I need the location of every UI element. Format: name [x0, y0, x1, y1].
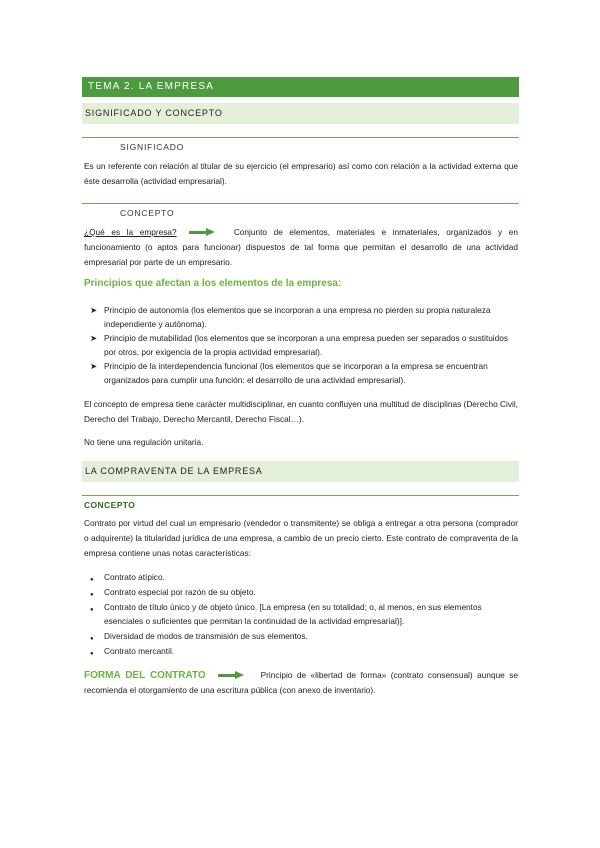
list-item: ➤ Principio de la interdependencia funcional (los elementos que se incorporan a la empresa se encuentran organizados para cumplir una función: el desarrollo de una actividad empresarial).: [90, 361, 488, 385]
list-item: ● Contrato especial por razón de su objeto.: [104, 585, 518, 599]
list-item: ➤ Principio de autonomía (los elementos que se incorporan a una empresa no pierden su propia naturaleza independiente y autónoma).: [90, 305, 491, 329]
forma-contrato-heading: FORMA DEL CONTRATO: [84, 670, 206, 681]
page-title: TEMA 2. LA EMPRESA: [88, 81, 215, 92]
forma-first-line: Principio de «libertad de forma» (contrato consensual) aunque se: [260, 670, 519, 680]
dot-bullet-icon: ●: [90, 592, 94, 598]
forma-contrato-paragraph: [84, 668, 518, 698]
list-item: ● Contrato mercantil.: [104, 644, 518, 658]
section-title: SIGNIFICADO Y CONCEPTO: [85, 108, 223, 118]
dot-bullet-icon: ●: [90, 577, 94, 583]
concepto-continuation: funcionamiento (o aptos para funcionar) dispuestos de tal forma que permitan el desarrollo de una actividad empresarial por parte de un empresario.: [84, 242, 518, 267]
significado-text: Es un referente con relación al titular de su ejercicio (el empresario) así como con relación a la actividad externa que éste desarrolla (actividad empresarial).: [84, 161, 518, 186]
concepto-paragraph: [84, 225, 518, 270]
list-item: ● Diversidad de modos de transmisión de sus elementos.: [104, 629, 518, 643]
right-arrow-icon: [218, 671, 244, 680]
section-title: LA COMPRAVENTA DE LA EMPRESA: [85, 466, 263, 476]
right-arrow-icon: [189, 228, 215, 237]
arrow-bullet-icon: ➤: [90, 305, 97, 315]
dot-bullet-icon: ●: [90, 607, 94, 613]
principios-heading: Principios que afectan a los elementos de la empresa:: [84, 278, 342, 289]
subheading-concepto-compraventa: CONCEPTO: [84, 500, 136, 510]
compraventa-text: Contrato por virtud del cual un empresario (vendedor o transmitente) se obliga a entregar a otra persona (comprador o adquirente) la titularidad jurídica de una empresa, a cambio de un precio cierto. Este contrato de compraventa de la empresa contiene unas notas características:: [84, 518, 518, 558]
list-item: ● Contrato de título único y de objeto único. [La empresa (en su totalidad; o, al menos, en sus elementos esenciales o suficientes que permitan la continuidad de la actividad empresarial)].: [90, 602, 482, 626]
dot-bullet-icon: ●: [90, 651, 94, 657]
section-header-significado-concepto: [82, 103, 519, 124]
arrow-bullet-icon: ➤: [90, 361, 97, 371]
subheading-significado: SIGNIFICADO: [120, 142, 185, 152]
list-item: ● Contrato atípico.: [104, 570, 518, 584]
page-title-bar: [82, 77, 519, 97]
arrow-bullet-icon: ➤: [90, 333, 97, 343]
forma-rest: recomienda el otorgamiento de una escritura pública (con anexo de inventario).: [84, 685, 376, 695]
subheading-concepto: CONCEPTO: [120, 208, 175, 218]
principios-paragraph: El concepto de empresa tiene carácter multidisciplinar, en cuanto confluyen una multitud de disciplinas (Derecho Civil, Derecho del Trabajo, Derecho Mercantil, Derecho Fiscal…).: [84, 399, 518, 424]
divider: [82, 203, 519, 204]
divider: [82, 495, 519, 496]
dot-bullet-icon: ●: [90, 636, 94, 642]
concepto-question: ¿Qué es la empresa?: [84, 227, 177, 237]
section-header-compraventa: [82, 461, 519, 482]
concepto-first-line: Conjunto de elementos, materiales e inmateriales, organizados y en: [233, 227, 519, 237]
list-item: ➤ Principio de mutabilidad (los elementos que se incorporan a una empresa pueden ser separados o sustituidos por otros, por exigencia de la propia actividad empresarial).: [90, 333, 509, 357]
divider: [82, 137, 519, 138]
principios-note: No tiene una regulación unitaria.: [84, 437, 204, 447]
